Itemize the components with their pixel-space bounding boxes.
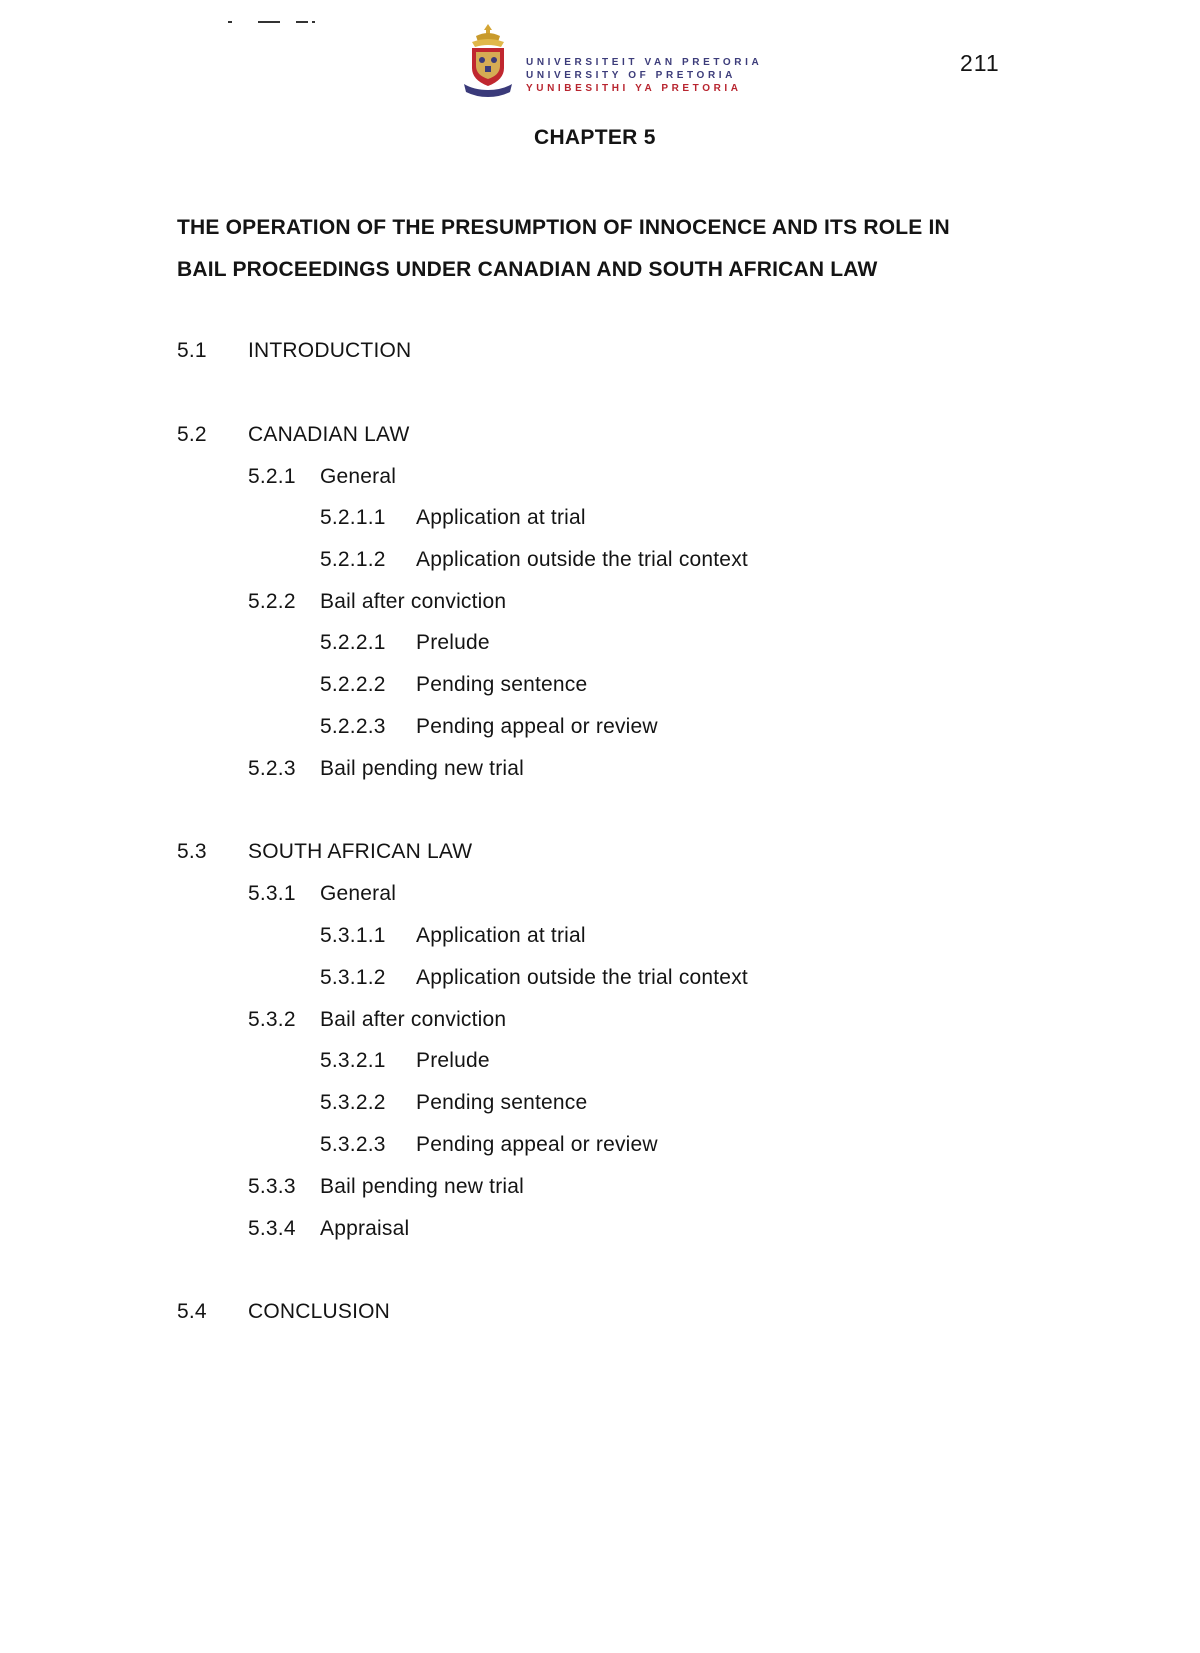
toc-number: 5.2.2.1 (320, 631, 386, 654)
toc-title: General (320, 882, 397, 905)
chapter-heading: CHAPTER 5 (534, 126, 656, 149)
university-logo (462, 22, 762, 98)
toc-entry (248, 590, 506, 614)
toc-number: 5.2.1 (248, 465, 296, 488)
toc-number: 5.3.3 (248, 1175, 296, 1198)
toc-entry (320, 506, 586, 530)
toc-number: 5.3.4 (248, 1217, 296, 1240)
toc-title: Application outside the trial context (416, 966, 748, 989)
toc-number: 5.3.2.3 (320, 1133, 386, 1156)
chapter-title (177, 207, 1037, 291)
chapter-title-line: THE OPERATION OF THE PRESUMPTION OF INNOCENCE AND ITS ROLE IN (177, 216, 950, 239)
toc-number: 5.2.1.1 (320, 506, 386, 529)
page-number: 211 (960, 50, 1000, 76)
toc-title: CANADIAN LAW (248, 423, 410, 446)
toc-number: 5.3 (177, 840, 207, 863)
toc-title: Application at trial (416, 506, 586, 529)
toc-title: Appraisal (320, 1217, 410, 1240)
toc-title: Pending sentence (416, 1091, 588, 1114)
toc-number: 5.3.2.1 (320, 1049, 386, 1072)
toc-number: 5.2.2.2 (320, 673, 386, 696)
toc-number: 5.2 (177, 423, 207, 446)
toc-entry (320, 1049, 490, 1073)
toc-title: Bail after conviction (320, 1008, 507, 1031)
toc-entry (248, 757, 524, 781)
toc-entry (320, 1091, 587, 1115)
toc-entry (248, 1008, 506, 1032)
toc-number: 5.2.3 (248, 757, 296, 780)
toc-title: INTRODUCTION (248, 339, 412, 362)
toc-title: Bail after conviction (320, 590, 507, 613)
toc-entry (177, 840, 472, 864)
toc-title: Application outside the trial context (416, 548, 748, 571)
toc-entry (177, 423, 409, 447)
university-crest-icon (462, 22, 514, 98)
toc-title: General (320, 465, 397, 488)
toc-entry (248, 882, 396, 906)
logo-line-afrikaans: UNIVERSITEIT VAN PRETORIA (526, 57, 763, 68)
toc-entry (320, 715, 658, 739)
chapter-title-line: BAIL PROCEEDINGS UNDER CANADIAN AND SOUTH AFRICAN LAW (177, 258, 878, 281)
toc-number: 5.3.1 (248, 882, 296, 905)
toc-number: 5.3.1.1 (320, 924, 386, 947)
toc-entry (248, 1175, 524, 1199)
logo-line-sepedi: YUNIBESITHI YA PRETORIA (526, 83, 742, 94)
toc-title: Bail pending new trial (320, 757, 525, 780)
toc-number: 5.4 (177, 1300, 207, 1323)
toc-title: Bail pending new trial (320, 1175, 525, 1198)
toc-number: 5.2.2 (248, 590, 296, 613)
toc-entry (320, 548, 748, 572)
toc-entry (320, 966, 748, 990)
toc-entry (248, 465, 396, 489)
toc-title: CONCLUSION (248, 1300, 391, 1323)
toc-number: 5.2.2.3 (320, 715, 386, 738)
toc-entry (320, 631, 490, 655)
toc-number: 5.3.2.2 (320, 1091, 386, 1114)
toc-title: Prelude (416, 631, 490, 654)
scan-artifact-marks (228, 18, 328, 24)
toc-number: 5.2.1.2 (320, 548, 386, 571)
toc-number: 5.3.2 (248, 1008, 296, 1031)
toc-entry (177, 339, 411, 363)
toc-title: Application at trial (416, 924, 586, 947)
logo-wordmark (526, 56, 762, 95)
toc-entry (320, 673, 587, 697)
toc-entry (320, 924, 586, 948)
toc-title: Prelude (416, 1049, 490, 1072)
toc-title: Pending appeal or review (416, 715, 658, 738)
toc-title: Pending appeal or review (416, 1133, 658, 1156)
toc-entry (177, 1300, 390, 1324)
toc-entry (248, 1217, 409, 1241)
toc-number: 5.1 (177, 339, 207, 362)
toc-title: Pending sentence (416, 673, 588, 696)
toc-number: 5.3.1.2 (320, 966, 386, 989)
logo-line-english: UNIVERSITY OF PRETORIA (526, 70, 736, 81)
toc-entry (320, 1133, 658, 1157)
toc-title: SOUTH AFRICAN LAW (248, 840, 473, 863)
